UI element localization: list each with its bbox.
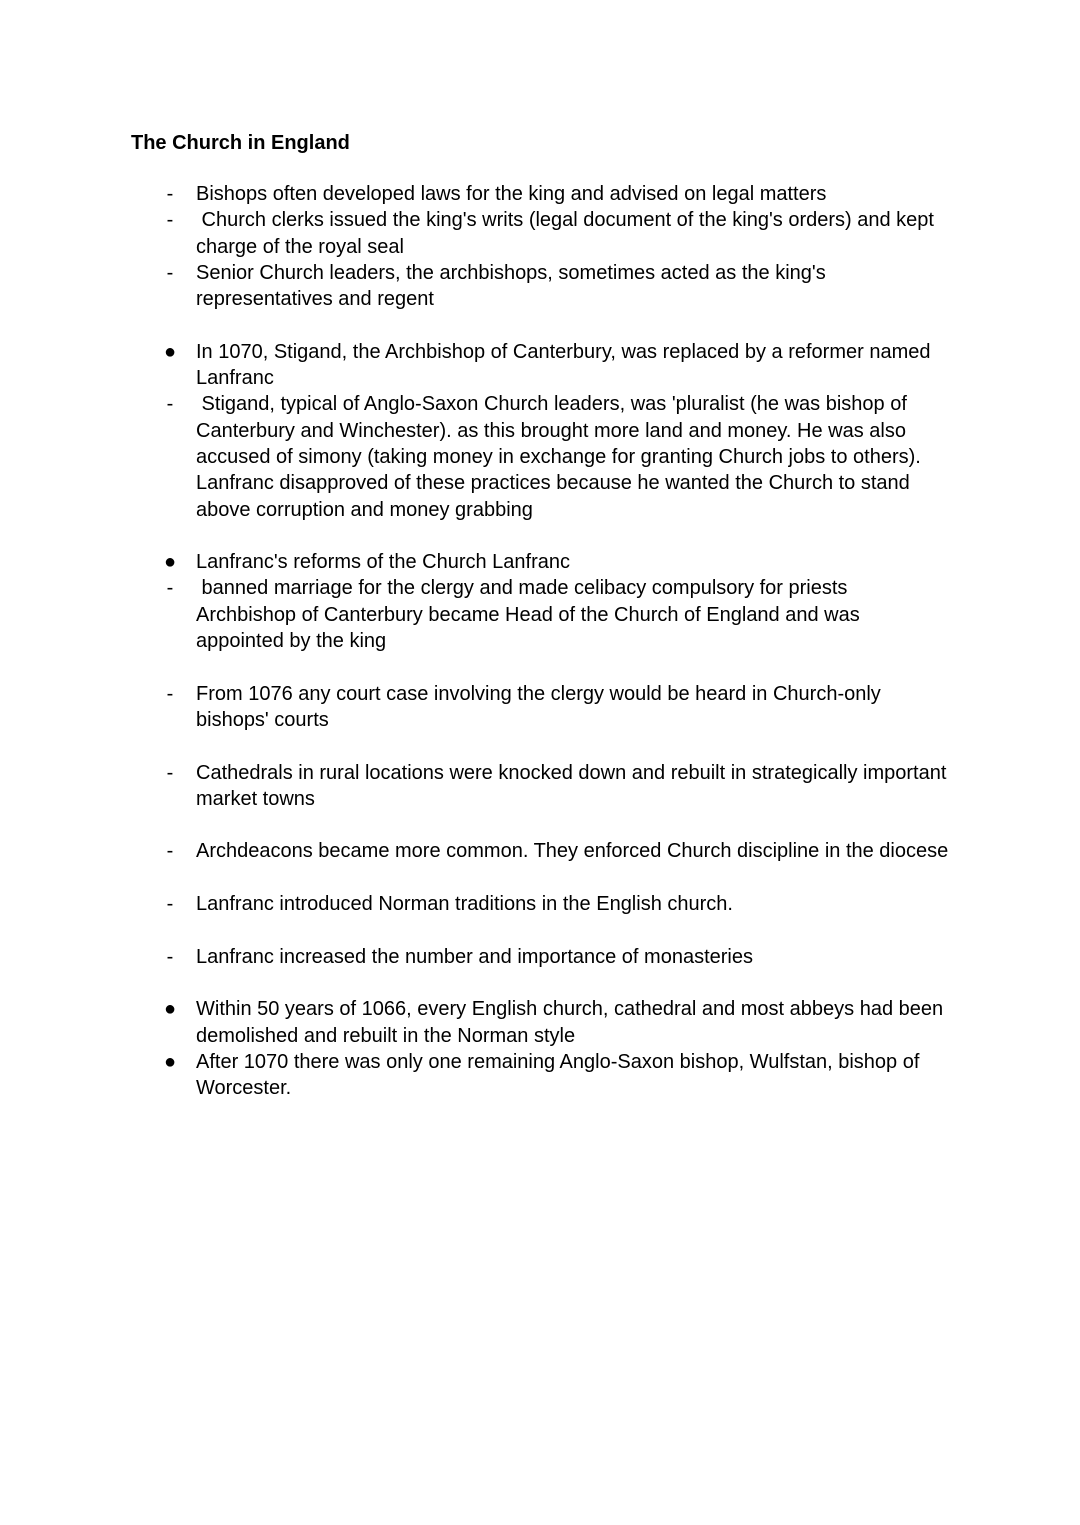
text-line: Worcester. [196, 1077, 292, 1100]
list-item-text [196, 391, 956, 522]
dash-marker: - [166, 577, 174, 600]
list-item [0, 681, 1080, 734]
text-line: After 1070 there was only one remaining Anglo-Saxon bishop, Wulfstan, bishop of [196, 1050, 920, 1073]
text-line: Lanfranc's reforms of the Church Lanfranc [196, 551, 571, 574]
list-item [0, 260, 1080, 313]
text-line: market towns [196, 787, 315, 810]
bullet-marker: ● [163, 998, 177, 1021]
text-line: charge of the royal seal [196, 235, 404, 258]
list-item-text [196, 1049, 956, 1102]
list-item [0, 760, 1080, 813]
list-item [0, 181, 1080, 207]
text-line: bishops' courts [196, 708, 329, 731]
dash-marker: - [166, 682, 174, 705]
text-line: Senior Church leaders, the archbishops, sometimes acted as the king's [196, 261, 826, 284]
text-line: Cathedrals in rural locations were knocked down and rebuilt in strategically important [196, 761, 947, 784]
text-line: accused of simony (taking money in exchange for granting Church jobs to others). [196, 445, 921, 468]
list-item-text [196, 838, 956, 864]
text-line: Lanfranc introduced Norman traditions in the English church. [196, 893, 733, 916]
list-item-text [196, 996, 956, 1049]
bullet-marker: ● [163, 551, 177, 574]
page-title: The Church in England [131, 132, 350, 154]
text-line: In 1070, Stigand, the Archbishop of Canterbury, was replaced by a reformer named [196, 340, 931, 363]
list-item-text [196, 549, 956, 575]
text-line: banned marriage for the clergy and made celibacy compulsory for priests [196, 577, 848, 600]
list-item-text [196, 207, 956, 260]
text-line: representatives and regent [196, 288, 434, 311]
list-item [0, 1049, 1080, 1102]
list-item [0, 944, 1080, 970]
dash-marker: - [166, 393, 174, 416]
list-item [0, 391, 1080, 522]
list-item [0, 838, 1080, 864]
text-line: appointed by the king [196, 630, 387, 653]
text-line: Bishops often developed laws for the king and advised on legal matters [196, 183, 827, 205]
text-line: Lanfranc increased the number and importance of monasteries [196, 945, 753, 968]
text-line: Archdeacons became more common. They enforced Church discipline in the diocese [196, 840, 949, 863]
text-line: above corruption and money grabbing [196, 498, 533, 521]
dash-marker: - [166, 840, 174, 863]
text-line: Canterbury and Winchester). as this brought more land and money. He was also [196, 419, 906, 442]
list-item [0, 339, 1080, 392]
bullet-marker: ● [163, 1050, 177, 1073]
list-item-text [196, 944, 956, 970]
list-item-text [196, 681, 956, 734]
dash-marker: - [166, 183, 174, 205]
list-item-text [196, 260, 956, 313]
list-item [0, 575, 1080, 654]
dash-marker: - [166, 209, 174, 232]
text-line: Stigand, typical of Anglo-Saxon Church leaders, was 'pluralist (he was bishop of [196, 393, 907, 416]
list-item [0, 996, 1080, 1049]
list-item-text [196, 760, 956, 813]
dash-marker: - [166, 893, 174, 916]
text-line: demolished and rebuilt in the Norman style [196, 1024, 576, 1047]
bullet-marker: ● [163, 340, 177, 363]
dash-marker: - [166, 261, 174, 284]
list-item-text [196, 339, 956, 392]
dash-marker: - [166, 945, 174, 968]
text-line: Lanfranc [196, 367, 274, 390]
list-item [0, 891, 1080, 917]
list-item [0, 549, 1080, 575]
list-item-text [196, 181, 956, 207]
list-item [0, 207, 1080, 260]
text-line: From 1076 any court case involving the clergy would be heard in Church-only [196, 682, 881, 705]
text-line: Lanfranc disapproved of these practices because he wanted the Church to stand [196, 472, 910, 495]
notes-list [0, 181, 1080, 1101]
text-line: Church clerks issued the king's writs (legal document of the king's orders) and kept [196, 209, 934, 232]
list-item-text [196, 575, 956, 654]
text-line: Within 50 years of 1066, every English church, cathedral and most abbeys had been [196, 998, 944, 1021]
text-line: Archbishop of Canterbury became Head of the Church of England and was [196, 603, 860, 626]
list-item-text [196, 891, 956, 917]
dash-marker: - [166, 761, 174, 784]
